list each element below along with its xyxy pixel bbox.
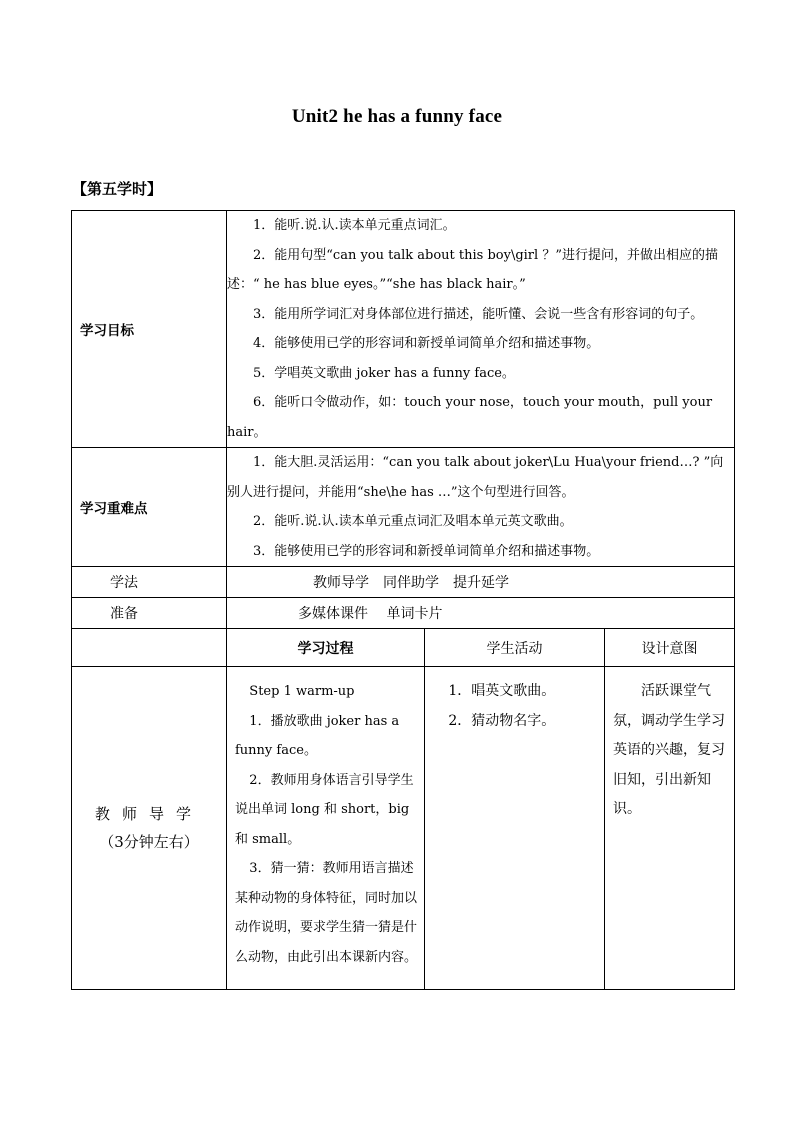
objectives-label: 学习目标 xyxy=(72,211,227,448)
header-activity: 学生活动 xyxy=(425,629,605,667)
key-point-item: 2．能听.说.认.读本单元重点词汇及唱本单元英文歌曲。 xyxy=(253,514,573,529)
teacher-guide-process xyxy=(227,667,425,990)
teacher-guide-intent xyxy=(605,667,735,990)
method-content: 教师导学 同伴助学 提升延学 xyxy=(227,567,735,598)
teacher-guide-label-line2: （3分钟左右） xyxy=(99,833,199,851)
process-header-row xyxy=(72,629,735,667)
preparation-content: 多媒体课件 单词卡片 xyxy=(227,598,735,629)
objective-item: 2．能用句型“can you talk about this boy\girl ？”进行提问，并做出相应的描述：“ he has blue eyes。”“she has black hair。” xyxy=(227,247,718,292)
header-process: 学习过程 xyxy=(227,629,425,667)
header-empty-cell xyxy=(72,629,227,667)
method-row xyxy=(72,567,735,598)
teacher-guide-label xyxy=(72,667,227,990)
process-step: 1．播放歌曲 joker has a funny face。 xyxy=(235,713,400,758)
key-points-row xyxy=(72,448,735,567)
key-points-content xyxy=(227,448,735,567)
preparation-label: 准备 xyxy=(72,598,227,629)
objectives-row xyxy=(72,211,735,448)
objective-item: 3．能用所学词汇对身体部位进行描述，能听懂、会说一些含有形容词的句子。 xyxy=(253,306,704,322)
teacher-guide-label-line1: 教师导学 xyxy=(94,805,203,823)
document-title: Unit2 he has a funny face xyxy=(291,106,503,127)
key-points-label: 学习重难点 xyxy=(72,448,227,567)
activity-item: 1．唱英文歌曲。 xyxy=(448,683,556,699)
key-point-item: 3．能够使用已学的形容词和新授单词简单介绍和描述事物。 xyxy=(253,543,600,559)
lesson-plan-table xyxy=(71,210,735,990)
method-label: 学法 xyxy=(72,567,227,598)
objective-item: 4．能够使用已学的形容词和新授单词简单介绍和描述事物。 xyxy=(253,336,600,351)
teacher-guide-row xyxy=(72,667,735,990)
objectives-content xyxy=(227,211,735,448)
preparation-row xyxy=(72,598,735,629)
process-step: 3．猜一猜：教师用语言描述某种动物的身体特征，同时加以动作说明，要求学生猜一猜是什么动物，由此引出本课新内容。 xyxy=(235,861,418,965)
activity-item: 2．猜动物名字。 xyxy=(448,712,556,729)
header-intent: 设计意图 xyxy=(605,629,735,667)
teacher-guide-activities xyxy=(425,667,605,990)
objective-item: 6．能听口令做动作，如：touch your nose，touch your mouth，pull your hair。 xyxy=(227,395,713,440)
lesson-label: 【第五学时】 xyxy=(72,180,163,198)
process-step: 2．教师用身体语言引导学生说出单词 long 和 short，big 和 small。 xyxy=(235,772,414,847)
objective-item: 5．学唱英文歌曲 joker has a funny face。 xyxy=(253,365,515,381)
intent-text: 活跃课堂气氛，调动学生学习英语的兴趣，复习旧知，引出新知识。 xyxy=(613,683,725,817)
process-step: Step 1 warm-up xyxy=(249,684,355,699)
key-point-item: 1．能大胆.灵活运用：“can you talk about joker\Lu Hua\your friend…? ”向别人进行提问，并能用“she\he has …”这个句型进行回答。 xyxy=(227,455,724,500)
objective-item: 1．能听.说.认.读本单元重点词汇。 xyxy=(253,218,456,233)
